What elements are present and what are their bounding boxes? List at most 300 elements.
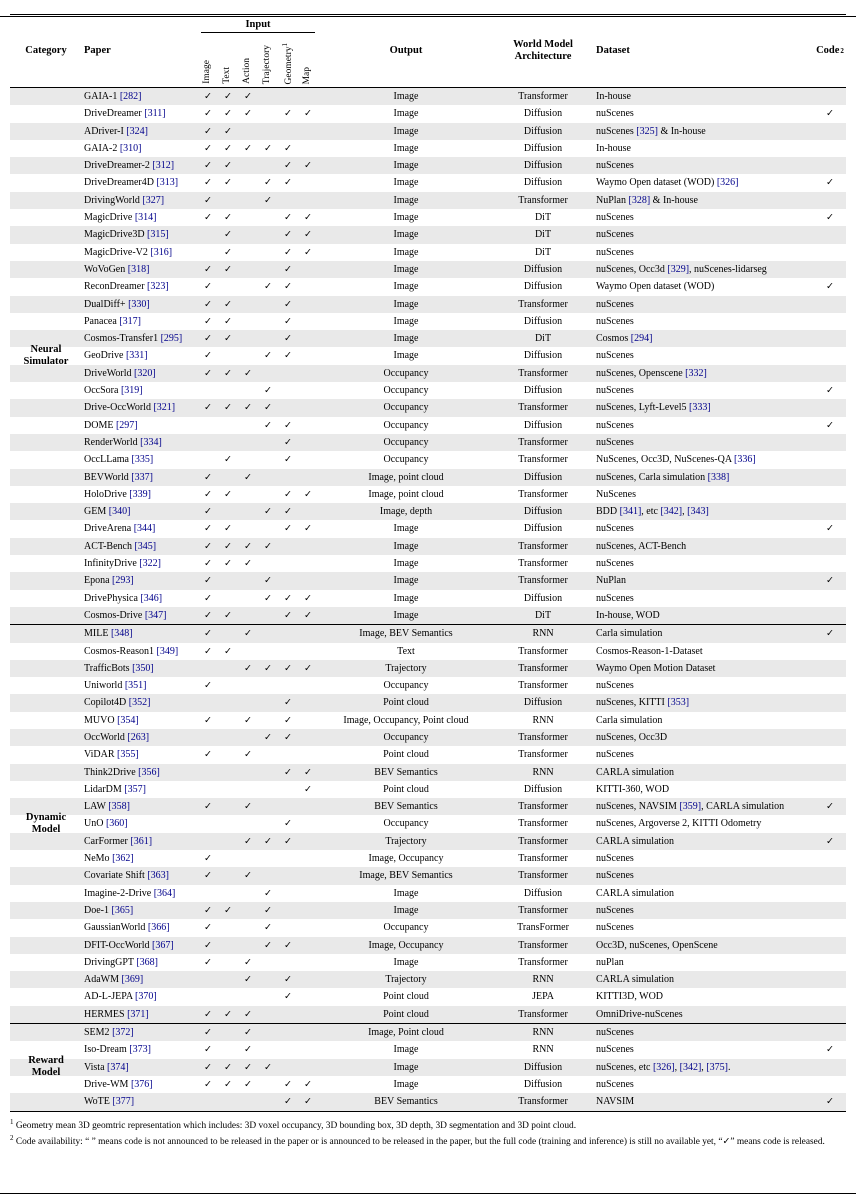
code-availability-cell — [814, 486, 846, 503]
input-check-image: ✓ — [204, 1044, 212, 1056]
code-availability-cell — [814, 607, 846, 624]
input-check-map — [298, 919, 318, 936]
citation-link[interactable]: [315] — [147, 229, 169, 241]
input-check-map — [298, 988, 318, 1005]
input-check-geometry — [278, 555, 298, 572]
citation-link[interactable]: [323] — [147, 281, 169, 293]
table-row — [10, 660, 846, 677]
category-label: Dynamic Model — [25, 811, 67, 836]
input-check-trajectory: ✓ — [264, 177, 272, 189]
paper-cell: Vista [374] — [84, 1061, 129, 1073]
citation-link[interactable]: [314] — [134, 212, 157, 224]
citation-link[interactable]: [293] — [112, 575, 134, 587]
dataset-cell: Cosmos-Reason-1-Dataset — [596, 645, 703, 657]
input-check-image — [198, 971, 218, 988]
citation-link[interactable]: [295] — [160, 333, 183, 345]
citation-link[interactable]: [361] — [130, 835, 153, 847]
input-check-image — [198, 1093, 218, 1110]
architecture-cell: Transformer — [518, 835, 568, 847]
input-check-text: ✓ — [224, 558, 232, 570]
code-availability-cell — [814, 365, 846, 382]
architecture-cell: Transformer — [518, 870, 568, 882]
input-check-text: ✓ — [224, 402, 232, 414]
citation-link[interactable]: [343] — [687, 506, 709, 518]
input-check-text — [218, 764, 238, 781]
input-check-action — [238, 209, 258, 226]
input-check-image: ✓ — [204, 367, 212, 379]
table-row — [10, 555, 846, 572]
paper-cell: ADriver-I [324] — [84, 125, 148, 137]
paper-cell: InfinityDrive [322] — [84, 558, 161, 570]
table-row — [10, 451, 846, 468]
input-check-image — [198, 382, 218, 399]
paper-cell: Epona [293] — [84, 575, 134, 587]
input-check-geometry — [278, 677, 298, 694]
architecture-cell: Transformer — [518, 956, 568, 968]
citation-link[interactable]: [320] — [134, 367, 156, 379]
citation-link[interactable]: [368] — [136, 956, 158, 968]
output-cell: Occupancy — [383, 385, 429, 397]
input-check-map — [298, 399, 318, 416]
citation-link[interactable]: [352] — [128, 697, 151, 709]
document-page — [0, 14, 856, 1198]
input-check-geometry: ✓ — [284, 731, 292, 743]
citation-link[interactable]: [333] — [689, 402, 711, 414]
input-check-trajectory — [258, 520, 278, 537]
citation-link[interactable]: [351] — [124, 680, 147, 692]
code-availability-cell — [814, 538, 846, 555]
citation-link[interactable]: [335] — [131, 454, 154, 466]
citation-link[interactable]: [316] — [150, 246, 173, 258]
input-check-action — [238, 520, 258, 537]
input-check-geometry: ✓ — [284, 991, 292, 1003]
citation-link[interactable]: [376] — [130, 1078, 153, 1090]
output-cell: Occupancy — [383, 680, 429, 692]
citation-link[interactable]: [367] — [151, 939, 174, 951]
architecture-cell: Diffusion — [523, 177, 563, 189]
citation-link[interactable]: [311] — [144, 108, 166, 120]
citation-link[interactable]: [294] — [630, 333, 653, 345]
architecture-cell: Transformer — [518, 367, 568, 379]
input-check-action — [238, 417, 258, 434]
architecture-cell: Diffusion — [523, 160, 563, 172]
citation-link[interactable]: [336] — [734, 454, 756, 466]
input-check-action: ✓ — [244, 956, 252, 968]
output-cell: Image — [393, 1078, 419, 1090]
output-cell: Image — [393, 333, 419, 345]
citation-link[interactable]: [356] — [138, 766, 160, 778]
citation-link[interactable]: [342] — [679, 1061, 702, 1073]
citation-link[interactable]: [313] — [156, 177, 179, 189]
citation-link[interactable]: [340] — [108, 506, 131, 518]
input-check-trajectory — [258, 469, 278, 486]
input-check-image: ✓ — [204, 298, 212, 310]
input-check-geometry: ✓ — [284, 229, 292, 241]
citation-link[interactable]: [374] — [107, 1061, 129, 1073]
dataset-cell: nuScenes, Lyft-Level5 [333] — [596, 402, 711, 414]
dataset-cell: nuScenes — [596, 904, 634, 916]
code-availability-cell — [814, 1006, 846, 1023]
citation-link[interactable]: [339] — [129, 488, 151, 500]
input-check-image: ✓ — [204, 142, 212, 154]
citation-link[interactable]: [328] — [628, 194, 651, 206]
output-cell: Image — [393, 609, 419, 621]
table-row — [10, 157, 846, 174]
input-check-trajectory — [258, 261, 278, 278]
architecture-cell: Transformer — [518, 818, 568, 830]
input-check-map — [298, 417, 318, 434]
input-check-trajectory — [258, 746, 278, 763]
citation-link[interactable]: [373] — [129, 1044, 151, 1056]
citation-link[interactable]: [344] — [133, 523, 156, 535]
input-check-trajectory — [258, 1041, 278, 1058]
paper-cell: Panacea [317] — [84, 315, 141, 327]
input-check-map — [298, 902, 318, 919]
input-check-text: ✓ — [224, 904, 232, 916]
input-check-text — [218, 590, 238, 607]
architecture-cell: Diffusion — [523, 108, 563, 120]
architecture-cell: Transformer — [518, 558, 568, 570]
input-check-action: ✓ — [244, 471, 252, 483]
paper-cell: HERMES [371] — [84, 1008, 149, 1020]
input-check-text — [218, 729, 238, 746]
paper-cell: MILE [348] — [84, 628, 133, 640]
input-check-trajectory — [258, 123, 278, 140]
architecture-cell: Diffusion — [523, 887, 563, 899]
input-check-image: ✓ — [204, 523, 212, 535]
citation-link[interactable]: [346] — [140, 592, 163, 604]
input-check-text: ✓ — [224, 229, 232, 241]
citation-link[interactable]: [326] — [652, 1061, 675, 1073]
citation-link[interactable]: [317] — [119, 315, 141, 327]
input-check-trajectory — [258, 850, 278, 867]
input-check-geometry: ✓ — [284, 974, 292, 986]
input-check-map — [298, 192, 318, 209]
output-cell: Image — [393, 212, 419, 224]
architecture-cell: Diffusion — [523, 783, 563, 795]
code-availability-cell — [814, 971, 846, 988]
input-check-action: ✓ — [244, 714, 252, 726]
citation-link[interactable]: [347] — [144, 609, 167, 621]
input-check-action — [238, 261, 258, 278]
table-row — [10, 625, 846, 642]
citation-link[interactable]: [319] — [120, 385, 143, 397]
citation-link[interactable]: [369] — [121, 974, 144, 986]
output-cell: Point cloud — [383, 749, 429, 761]
dataset-cell: nuScenes, Occ3D — [596, 731, 668, 743]
table-row — [10, 174, 846, 191]
input-check-geometry: ✓ — [284, 160, 292, 172]
citation-link[interactable]: [327] — [142, 194, 165, 206]
citation-link[interactable]: [334] — [140, 436, 162, 448]
code-availability-cell — [814, 1059, 846, 1076]
dataset-cell: nuScenes — [596, 419, 634, 431]
citation-link[interactable]: [365] — [111, 904, 134, 916]
architecture-cell: RNN — [532, 714, 554, 726]
paper-cell: Drive-WM [376] — [84, 1078, 153, 1090]
dataset-cell: nuScenes — [596, 436, 634, 448]
table-row — [10, 382, 846, 399]
input-check-trajectory — [258, 643, 278, 660]
citation-link[interactable]: [360] — [105, 818, 128, 830]
citation-link[interactable]: [282] — [119, 91, 142, 102]
citation-link[interactable]: [329] — [667, 263, 690, 275]
input-check-action: ✓ — [244, 142, 252, 154]
citation-link[interactable]: [353] — [667, 697, 690, 709]
citation-link[interactable]: [337] — [131, 471, 153, 483]
table-row — [10, 313, 846, 330]
architecture-cell: Diffusion — [523, 592, 563, 604]
citation-link[interactable]: [370] — [135, 991, 157, 1003]
output-cell: Image — [393, 558, 419, 570]
input-check-geometry: ✓ — [284, 436, 292, 448]
paper-cell: Cosmos-Transfer1 [295] — [84, 333, 183, 345]
output-cell: Point cloud — [383, 783, 429, 795]
table-row — [10, 486, 846, 503]
citation-link[interactable]: [310] — [119, 142, 142, 154]
input-check-map: ✓ — [304, 662, 312, 674]
input-check-text: ✓ — [224, 177, 232, 189]
input-check-image: ✓ — [204, 749, 212, 761]
input-check-action — [238, 123, 258, 140]
citation-link[interactable]: [348] — [110, 628, 133, 640]
citation-link[interactable]: [377] — [112, 1096, 135, 1108]
citation-link[interactable]: [345] — [134, 540, 157, 552]
input-check-map — [298, 867, 318, 884]
input-check-image: ✓ — [204, 1008, 212, 1020]
citation-link[interactable]: [341] — [619, 506, 642, 518]
citation-link[interactable]: [349] — [156, 645, 179, 657]
input-check-map — [298, 330, 318, 347]
output-cell: Image — [393, 592, 419, 604]
input-check-action: ✓ — [244, 1027, 252, 1039]
citation-link[interactable]: [350] — [132, 662, 154, 674]
input-check-text: ✓ — [224, 315, 232, 327]
code-availability-cell — [814, 244, 846, 261]
dataset-cell: Carla simulation — [596, 714, 663, 726]
input-check-image: ✓ — [204, 177, 212, 189]
output-cell: Image, Occupancy — [368, 939, 444, 951]
architecture-cell: RNN — [532, 1027, 554, 1039]
input-check-text: ✓ — [224, 263, 232, 275]
input-check-geometry: ✓ — [284, 246, 292, 258]
input-check-trajectory: ✓ — [264, 506, 272, 518]
header-architecture — [494, 15, 592, 87]
dataset-cell: NuScenes — [596, 488, 636, 500]
input-check-map — [298, 1041, 318, 1058]
citation-link[interactable]: [330] — [128, 298, 150, 310]
table-section — [10, 624, 846, 1023]
input-check-map — [298, 712, 318, 729]
output-cell: Image — [393, 887, 419, 899]
input-check-geometry — [278, 1059, 298, 1076]
citation-link[interactable]: [312] — [152, 160, 175, 172]
output-cell: Trajectory — [385, 974, 427, 986]
input-check-action: ✓ — [244, 749, 252, 761]
dataset-cell: CARLA simulation — [596, 887, 675, 899]
dataset-cell: nuScenes — [596, 558, 634, 570]
input-check-geometry — [278, 1041, 298, 1058]
input-check-image — [198, 244, 218, 261]
code-availability-cell — [814, 296, 846, 313]
header-input: Input — [201, 18, 315, 33]
code-availability-cell: ✓ — [826, 835, 834, 847]
input-check-action: ✓ — [244, 870, 252, 882]
citation-link[interactable]: [354] — [117, 714, 139, 726]
citation-link[interactable]: [322] — [139, 558, 161, 570]
citation-link[interactable]: [372] — [112, 1027, 134, 1039]
citation-link[interactable]: [359] — [679, 801, 702, 813]
input-check-image — [198, 226, 218, 243]
input-check-trajectory — [258, 209, 278, 226]
input-check-action — [238, 694, 258, 711]
code-availability-cell — [814, 954, 846, 971]
citation-link[interactable]: [363] — [147, 870, 169, 882]
footnote-1-text: Geometry mean 3D geomtric representation which includes: 3D voxel occupancy, 3D bounding box, 3D depth, 3D segmentation and 3D point cloud. — [15, 1120, 577, 1131]
input-check-trajectory: ✓ — [264, 662, 272, 674]
code-availability-cell — [814, 729, 846, 746]
input-check-action — [238, 157, 258, 174]
code-availability-cell — [814, 261, 846, 278]
input-check-text: ✓ — [224, 1078, 232, 1090]
citation-link[interactable]: [357] — [124, 783, 146, 795]
input-check-image — [198, 815, 218, 832]
input-check-action — [238, 434, 258, 451]
input-check-trajectory: ✓ — [264, 592, 272, 604]
input-check-geometry: ✓ — [284, 333, 292, 345]
table-row — [10, 1059, 846, 1076]
input-check-action — [238, 313, 258, 330]
citation-link[interactable]: [331] — [125, 350, 148, 362]
citation-link[interactable]: [355] — [117, 749, 139, 761]
input-check-geometry — [278, 192, 298, 209]
input-check-trajectory — [258, 313, 278, 330]
input-check-text — [218, 625, 238, 642]
citation-link[interactable]: [362] — [112, 853, 134, 865]
citation-link[interactable]: [325] — [636, 125, 658, 137]
input-check-image: ✓ — [204, 471, 212, 483]
table-row — [10, 123, 846, 140]
input-check-trajectory — [258, 486, 278, 503]
citation-link[interactable]: [338] — [707, 471, 730, 483]
input-check-image: ✓ — [204, 904, 212, 916]
input-check-geometry — [278, 919, 298, 936]
citation-link[interactable]: [324] — [126, 125, 148, 137]
architecture-cell: RNN — [532, 974, 554, 986]
paper-cell: UnO [360] — [84, 818, 128, 830]
citation-link[interactable]: [371] — [127, 1008, 149, 1020]
table-row — [10, 746, 846, 763]
paper-cell: CarFormer [361] — [84, 835, 153, 847]
dataset-cell: nuScenes — [596, 523, 634, 535]
output-cell: Image — [393, 1044, 419, 1056]
table-section — [10, 1023, 846, 1110]
page-top-rule — [0, 16, 856, 17]
input-check-trajectory: ✓ — [264, 142, 272, 154]
citation-link[interactable]: [321] — [153, 402, 176, 414]
input-check-trajectory: ✓ — [264, 904, 272, 916]
input-check-text — [218, 850, 238, 867]
header-architecture-line2: Architecture — [514, 51, 572, 62]
input-check-trajectory: ✓ — [264, 385, 272, 397]
output-cell: Occupancy — [383, 454, 429, 466]
footnote-2-marker: 2 — [10, 1134, 14, 1143]
input-check-trajectory — [258, 451, 278, 468]
input-check-text: ✓ — [224, 540, 232, 552]
table-row — [10, 88, 846, 105]
citation-link[interactable]: [364] — [153, 887, 176, 899]
table-row — [10, 1006, 846, 1023]
table-row — [10, 347, 846, 364]
input-check-text — [218, 1024, 238, 1041]
output-cell: Image — [393, 263, 419, 275]
citation-link[interactable]: [318] — [127, 263, 150, 275]
citation-link[interactable]: [332] — [685, 367, 707, 379]
input-check-map — [298, 572, 318, 589]
input-check-text — [218, 937, 238, 954]
code-availability-cell — [814, 590, 846, 607]
architecture-cell: DiT — [534, 229, 552, 241]
citation-link[interactable]: [297] — [115, 419, 138, 431]
input-check-action — [238, 937, 258, 954]
paper-cell: BEVWorld [337] — [84, 471, 153, 483]
input-check-geometry — [278, 365, 298, 382]
architecture-cell: RNN — [532, 628, 554, 640]
code-availability-cell — [814, 347, 846, 364]
table-row — [10, 833, 846, 850]
dataset-cell: Waymo Open Motion Dataset — [596, 662, 716, 674]
citation-link[interactable]: [326] — [716, 177, 739, 189]
input-check-action — [238, 572, 258, 589]
input-check-map: ✓ — [304, 1078, 312, 1090]
input-check-map — [298, 937, 318, 954]
input-check-text — [218, 954, 238, 971]
code-availability-cell — [814, 330, 846, 347]
citation-link[interactable]: [358] — [108, 801, 130, 813]
input-check-geometry: ✓ — [284, 281, 292, 293]
output-cell: Image — [393, 108, 419, 120]
input-check-text: ✓ — [224, 1061, 232, 1073]
input-check-trajectory — [258, 226, 278, 243]
header-dataset: Dataset — [596, 45, 630, 56]
table-row — [10, 399, 846, 416]
input-check-text: ✓ — [224, 367, 232, 379]
architecture-cell: Diffusion — [523, 125, 563, 137]
input-check-map — [298, 382, 318, 399]
input-check-image: ✓ — [204, 1078, 212, 1090]
input-check-action: ✓ — [244, 402, 252, 414]
table-row — [10, 677, 846, 694]
input-check-text — [218, 988, 238, 1005]
input-check-geometry — [278, 885, 298, 902]
input-check-image — [198, 764, 218, 781]
input-check-trajectory: ✓ — [264, 419, 272, 431]
citation-link[interactable]: [375] — [706, 1061, 728, 1073]
architecture-cell: Transformer — [518, 1008, 568, 1020]
input-check-action — [238, 382, 258, 399]
input-check-geometry: ✓ — [284, 108, 292, 120]
footnote-code — [10, 1132, 846, 1149]
citation-link[interactable]: [263] — [127, 731, 150, 743]
table-row — [10, 867, 846, 884]
input-col-header-image: Image — [202, 60, 213, 84]
input-check-map: ✓ — [304, 212, 312, 224]
output-cell: Occupancy — [383, 402, 429, 414]
architecture-cell: DiT — [534, 212, 552, 224]
citation-link[interactable]: [342] — [660, 506, 683, 518]
citation-link[interactable]: [366] — [147, 922, 170, 934]
architecture-cell: Diffusion — [523, 523, 563, 535]
